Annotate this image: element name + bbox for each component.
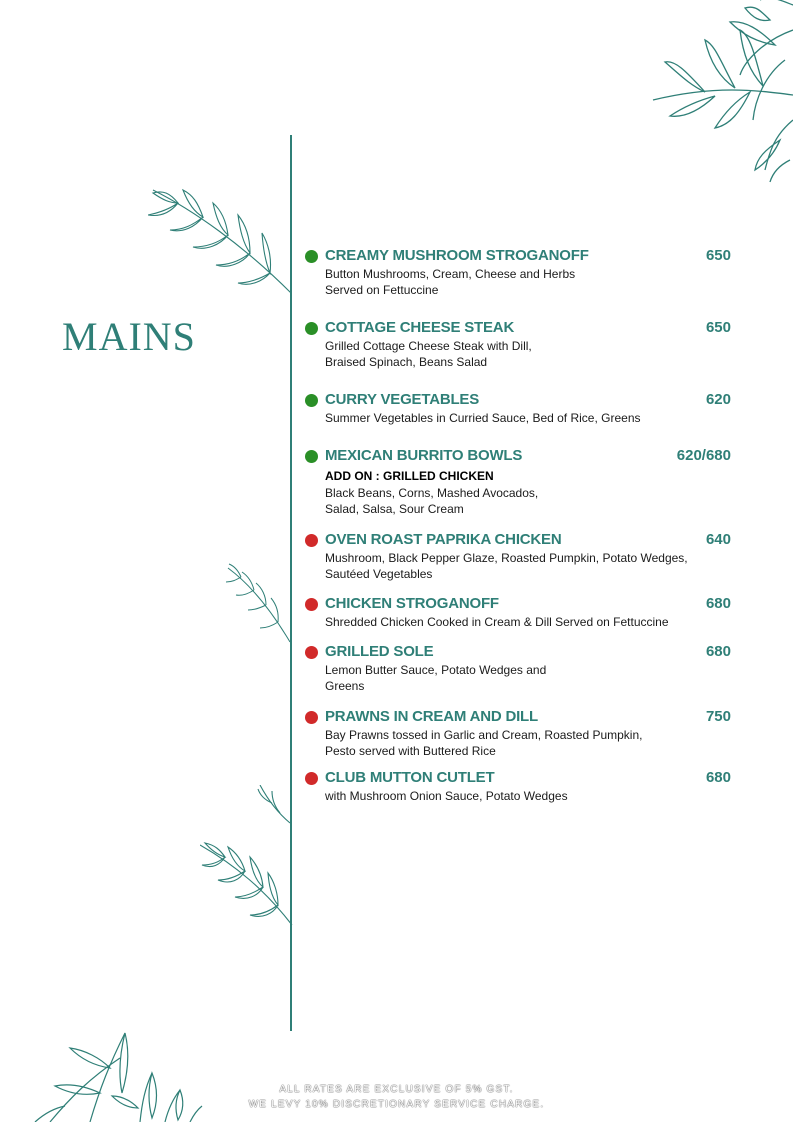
menu-item-name: CLUB MUTTON CUTLET [325,769,495,786]
footer-service-charge-note: WE LEVY 10% DISCRETIONARY SERVICE CHARGE. [248,1099,545,1110]
menu-item-price: 620/680 [676,447,731,464]
nonveg-indicator-icon [305,646,318,659]
menu-item-description [325,788,725,804]
menu-item-price: 640 [705,531,731,548]
menu-item-description-line: Greens [325,679,365,693]
menu-item-description [325,410,725,426]
menu-item-name: CREAMY MUSHROOM STROGANOFF [325,247,589,264]
menu-item-description [325,614,725,630]
menu-item-price: 680 [705,595,731,612]
menu-item-name: PRAWNS IN CREAM AND DILL [325,708,538,725]
veg-indicator-icon [305,322,318,335]
menu-item-description-line: Salad, Salsa, Sour Cream [325,502,464,516]
menu-item-description [325,727,725,759]
menu-item-description-line: Button Mushrooms, Cream, Cheese and Herbs [325,267,576,281]
leaf-decoration-upper-left [148,185,293,295]
leaf-decoration-top-right [645,0,793,185]
menu-item-name: MEXICAN BURRITO BOWLS [325,447,523,464]
menu-item-addon: ADD ON : GRILLED CHICKEN [325,469,494,483]
menu-item-price: 750 [705,708,731,725]
menu-item-description [325,466,725,517]
menu-item-price: 620 [705,391,731,408]
menu-item-description-line: Bay Prawns tossed in Garlic and Cream, Roasted Pumpkin, [325,728,643,742]
menu-item-description-line: Braised Spinach, Beans Salad [325,355,488,369]
footer-gst-note: ALL RATES ARE EXCLUSIVE OF 5% GST. [279,1084,514,1095]
nonveg-indicator-icon [305,598,318,611]
menu-item-name: CHICKEN STROGANOFF [325,595,499,612]
section-title: MAINS [62,314,196,359]
vertical-divider [290,135,292,1031]
veg-indicator-icon [305,250,318,263]
menu-item-price: 680 [705,769,731,786]
nonveg-indicator-icon [305,772,318,785]
menu-item-description-line: with Mushroom Onion Sauce, Potato Wedges [325,789,568,803]
menu-item-price: 650 [705,247,731,264]
veg-indicator-icon [305,394,318,407]
menu-item-description [325,338,725,370]
menu-item-price: 680 [705,643,731,660]
menu-item-description-line: Grilled Cottage Cheese Steak with Dill, [325,339,532,353]
leaf-decoration-middle-left [226,560,292,645]
leaf-decoration-lower-left [200,785,295,930]
menu-item-price: 650 [705,319,731,336]
nonveg-indicator-icon [305,534,318,547]
menu-item-description-line: Sautéed Vegetables [325,567,433,581]
menu-item-description [325,266,725,298]
menu-item-name: COTTAGE CHEESE STEAK [325,319,515,336]
menu-item-description-line: Pesto served with Buttered Rice [325,744,496,758]
menu-item-description-line: Mushroom, Black Pepper Glaze, Roasted Pumpkin, Potato Wedges, [325,551,688,565]
menu-item-description-line: Black Beans, Corns, Mashed Avocados, [325,486,539,500]
veg-indicator-icon [305,450,318,463]
menu-item-name: GRILLED SOLE [325,643,434,660]
menu-item-name: OVEN ROAST PAPRIKA CHICKEN [325,531,562,548]
nonveg-indicator-icon [305,711,318,724]
menu-item-description-line: Summer Vegetables in Curried Sauce, Bed of Rice, Greens [325,411,641,425]
menu-item-description [325,662,725,694]
menu-item-description-line: Shredded Chicken Cooked in Cream & Dill Served on Fettuccine [325,615,669,629]
menu-item-description [325,550,725,582]
menu-item-name: CURRY VEGETABLES [325,391,480,408]
menu-item-description-line: Served on Fettuccine [325,283,439,297]
menu-item-description-line: Lemon Butter Sauce, Potato Wedges and [325,663,547,677]
